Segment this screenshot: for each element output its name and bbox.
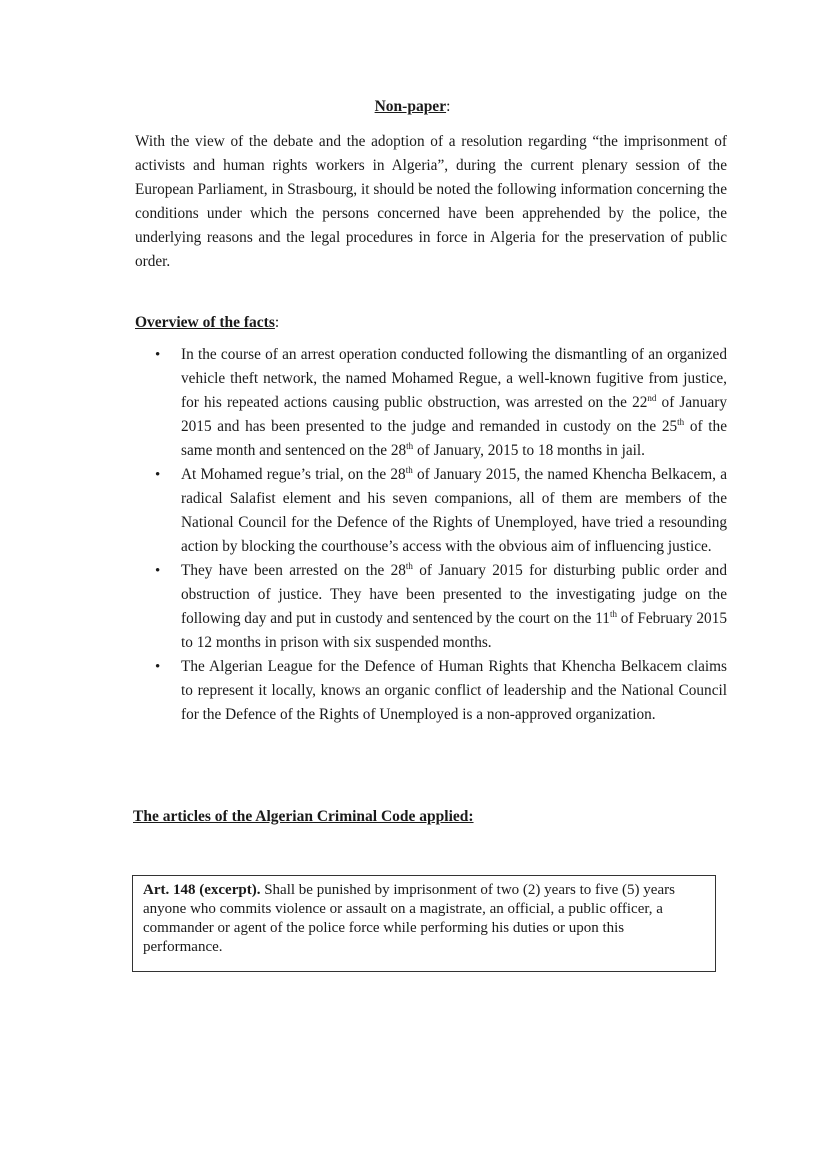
article-148-label: Art. 148 (excerpt). bbox=[143, 882, 261, 898]
fact-2-sup-1: th bbox=[405, 465, 413, 475]
articles-heading-text: The articles of the Algerian Criminal Code applied: bbox=[133, 808, 474, 825]
fact-4-part-1: The Algerian League for the Defence of Human Rights that Khencha Belkacem claims to represent it locally, knows an organic conflict of leadership and the National Council for the Defence of the Rights of Unemployed is a non-approved organization. bbox=[181, 658, 727, 723]
fact-3-part-3: of February 2015 to 12 months in prison with six suspended months. bbox=[181, 610, 728, 651]
bullet-icon: • bbox=[155, 563, 161, 579]
list-item bbox=[155, 343, 727, 463]
article-148-box bbox=[132, 875, 716, 972]
fact-2-part-1: At Mohamed regue’s trial, on the 28 bbox=[181, 466, 406, 483]
fact-3-part-1: They have been arrested on the 28 bbox=[181, 562, 406, 579]
bullet-icon: • bbox=[155, 467, 161, 483]
fact-3-part-2: of January 2015 for disturbing public order and obstruction of justice. They have been presented to the investigating judge on the following day and put in custody and sentenced by the court on the 11 bbox=[181, 562, 727, 627]
fact-2-part-2: of January 2015, the named Khencha Belkacem, a radical Salafist element and his seven companions, all of them are members of the National Council for the Defence of the Rights of Unemployed, have tried a resounding action by blocking the courthouse’s access with the obvious aim of influencing justice. bbox=[181, 466, 727, 555]
fact-1-sup-1: nd bbox=[647, 393, 657, 403]
fact-1-part-2: of January 2015 and has been presented to the judge and remanded in custody on the 25 bbox=[181, 394, 727, 435]
list-item bbox=[155, 655, 727, 727]
bullet-icon: • bbox=[155, 347, 161, 363]
facts-list bbox=[155, 343, 727, 727]
bullet-icon: • bbox=[155, 659, 161, 675]
overview-heading-colon: : bbox=[274, 314, 280, 331]
fact-3-sup-2: th bbox=[609, 609, 617, 619]
list-item bbox=[155, 559, 727, 655]
fact-1-part-4: of January, 2015 to 18 months in jail. bbox=[413, 442, 646, 459]
fact-3-sup-1: th bbox=[405, 561, 413, 571]
overview-heading-text: Overview of the facts bbox=[135, 314, 275, 331]
fact-1-part-3: of the same month and sentenced on the 28 bbox=[181, 418, 727, 459]
fact-1-sup-3: th bbox=[406, 441, 414, 451]
overview-heading bbox=[135, 314, 279, 332]
fact-1-part-1: In the course of an arrest operation conducted following the dismantling of an organized vehicle theft network, the named Mohamed Regue, a well-known fugitive from justice, for his repeated actions causing public obstruction, was arrested on the 22 bbox=[181, 346, 727, 411]
articles-heading bbox=[133, 808, 474, 826]
page-title-colon: : bbox=[446, 98, 451, 115]
page-title bbox=[0, 98, 825, 116]
fact-1-sup-2: th bbox=[677, 417, 685, 427]
article-148-text: Shall be punished by imprisonment of two (2) years to five (5) years anyone who commits violence or assault on a magistrate, an official, a public officer, a commander or agent of the police force while performing his duties or upon this performance. bbox=[143, 882, 675, 955]
page-title-text: Non-paper bbox=[374, 98, 447, 115]
list-item bbox=[155, 463, 727, 559]
intro-paragraph: With the view of the debate and the adoption of a resolution regarding “the imprisonment of activists and human rights workers in Algeria”, during the current plenary session of the European Parliament, in Strasbourg, it should be noted the following information concerning the conditions under which the persons concerned have been apprehended by the police, the underlying reasons and the legal procedures in force in Algeria for the preservation of public order. bbox=[135, 133, 727, 270]
